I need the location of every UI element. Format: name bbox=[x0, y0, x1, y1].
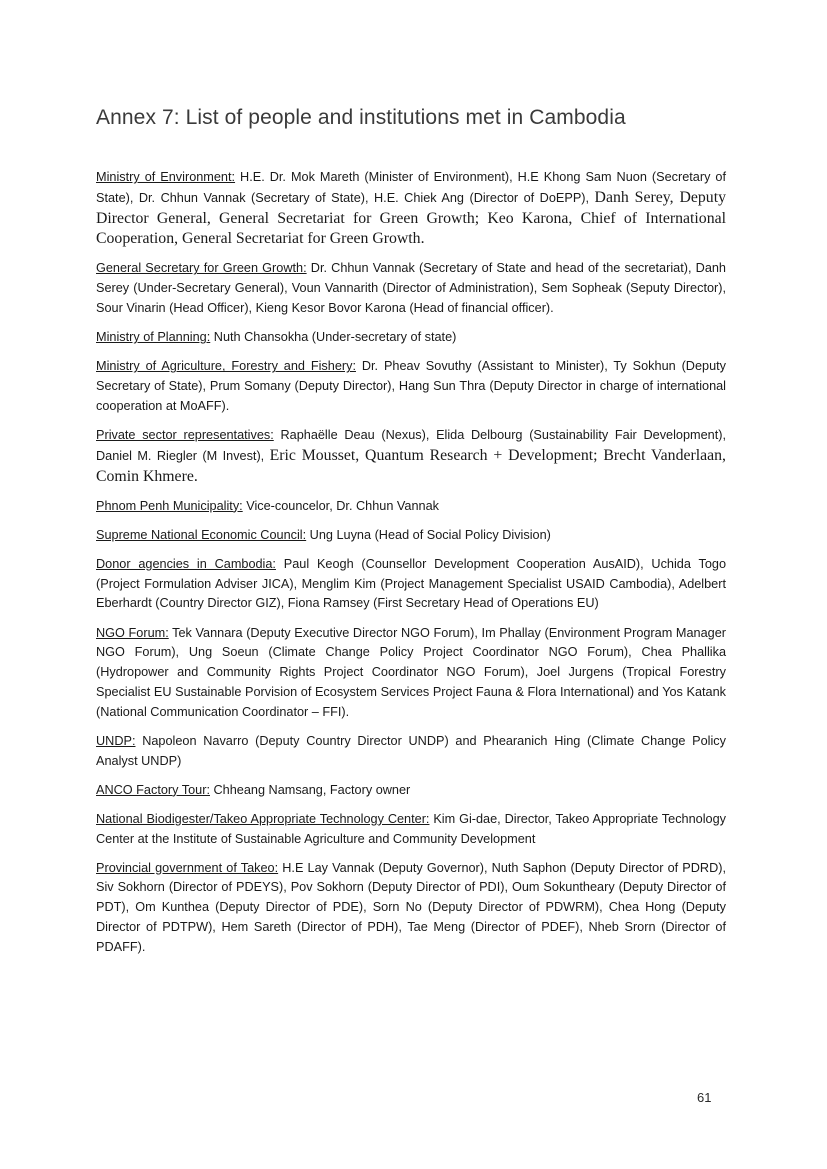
entry-supreme-national-economic-council bbox=[96, 526, 726, 546]
entry-phnom-penh-municipality bbox=[96, 497, 726, 517]
entry-label: Donor agencies in Cambodia: bbox=[96, 556, 276, 571]
entry-label: Private sector representatives: bbox=[96, 427, 274, 442]
entry-label: ANCO Factory Tour: bbox=[96, 782, 210, 797]
entry-ministry-of-agriculture bbox=[96, 357, 726, 416]
entry-label: Phnom Penh Municipality: bbox=[96, 498, 243, 513]
entries-list bbox=[96, 168, 726, 967]
entry-undp bbox=[96, 732, 726, 772]
entry-text: Chheang Namsang, Factory owner bbox=[209, 782, 411, 797]
entry-label: Ministry of Environment: bbox=[96, 170, 236, 184]
entry-ministry-of-planning bbox=[96, 328, 726, 348]
entry-label: National Biodigester/Takeo Appropriate Technology Center: bbox=[96, 811, 430, 826]
entry-label: General Secretary for Green Growth: bbox=[96, 261, 307, 276]
entry-text: Nuth Chansokha (Under-secretary of state) bbox=[210, 330, 457, 345]
entry-text: Raphaëlle Deau (Nexus), Elida Delbourg (Sustainability Fair Development), Daniel M. Riegler (M Invest), bbox=[96, 427, 726, 463]
entry-text: Paul Keogh (Counsellor Development Cooperation AusAID), Uchida Togo (Project Formulation Adviser JICA), Menglim Kim (Project Management Specialist USAID Cambodia), Adelbert Eberhardt (Country Director GIZ), Fiona Ramsey (First Secretary Head of Operations EU) bbox=[96, 556, 727, 611]
entry-national-biodigester bbox=[96, 810, 726, 850]
entry-ministry-of-environment bbox=[96, 168, 726, 250]
entry-label: NGO Forum: bbox=[96, 625, 169, 640]
entry-text: Dr. Pheav Sovuthy (Assistant to Minister), Ty Sokhun (Deputy Secretary of State), Prum Somany (Deputy Director), Hang Sun Thra (Deputy Director in charge of international cooperation at MoAFF). bbox=[96, 359, 726, 413]
entry-provincial-government-takeo bbox=[96, 859, 726, 958]
entry-serif-text: Danh Serey, Deputy Director General, General Secretariat for Green Growth; Keo Karona, Chief of International Cooperation, General Secretariat for Green Growth. bbox=[96, 188, 726, 248]
annex-title: Annex 7: List of people and institutions met in Cambodia bbox=[96, 106, 626, 129]
entry-serif-text: Eric Mousset, Quantum Research + Development; Brecht Vanderlaan, Comin Khmere. bbox=[96, 446, 726, 485]
entry-text: H.E Lay Vannak (Deputy Governor), Nuth Saphon (Deputy Director of PDRD), Siv Sokhorn (Director of PDEYS), Pov Sokhorn (Deputy Director of PDI), Oum Sokuntheary (Deputy Director of PDT), Om Kunthea (Deputy Director of PDE), Sorn No (Deputy Director of PDWRM), Chea Hong (Deputy Director of PDTPW), Hem Sareth (Director of PDH), Tae Meng (Director of PDEF), Nheb Srorn (Director of PDAFF). bbox=[96, 860, 726, 954]
entry-label: UNDP: bbox=[96, 733, 136, 748]
entry-label: Provincial government of Takeo: bbox=[96, 860, 279, 875]
entry-text: Napoleon Navarro (Deputy Country Director UNDP) and Phearanich Hing (Climate Change Policy Analyst UNDP) bbox=[96, 733, 726, 768]
entry-text: Dr. Chhun Vannak (Secretary of State and head of the secretariat), Danh Serey (Under-Secretary General), Voun Vannarith (Director of Administration), Sem Sopheak (Seputy Director), Sour Vinarin (Head Officer), Kieng Kesor Bovor Karona (Head of financial officer). bbox=[96, 261, 726, 316]
entry-text: Tek Vannara (Deputy Executive Director NGO Forum), Im Phallay (Environment Program Manager NGO Forum), Ung Soeun (Climate Change Policy Project Coordinator NGO Forum), Chea Phallika (Hydropower and Community Rights Project Coordinator NGO Forum), Joel Jurgens (Tropical Forestry Specialist EU Sustainable Porvision of Ecosystem Services Project Fauna & Flora International) and Yos Katank (National Communication Coordinator – FFI). bbox=[96, 625, 727, 719]
entry-text: Kim Gi-dae, Director, Takeo Appropriate Technology Center at the Institute of Sustainable Agriculture and Community Development bbox=[96, 811, 726, 846]
entry-text: Ung Luyna (Head of Social Policy Division) bbox=[306, 527, 551, 542]
entry-label: Supreme National Economic Council: bbox=[96, 527, 307, 542]
page-number: 61 bbox=[697, 1090, 712, 1105]
entry-general-secretary-green-growth bbox=[96, 259, 726, 318]
entry-private-sector bbox=[96, 426, 726, 487]
entry-text: Vice-councelor, Dr. Chhun Vannak bbox=[242, 498, 439, 513]
entry-anco-factory-tour bbox=[96, 781, 726, 801]
entry-label: Ministry of Agriculture, Forestry and Fishery: bbox=[96, 359, 356, 374]
entry-label: Ministry of Planning: bbox=[96, 330, 211, 345]
entry-text: H.E. Dr. Mok Mareth (Minister of Environment), H.E Khong Sam Nuon (Secretary of State), Dr. Chhun Vannak (Secretary of State), H.E. Chiek Ang (Director of DoEPP), bbox=[96, 170, 726, 205]
entry-ngo-forum bbox=[96, 624, 726, 723]
entry-donor-agencies bbox=[96, 555, 726, 614]
